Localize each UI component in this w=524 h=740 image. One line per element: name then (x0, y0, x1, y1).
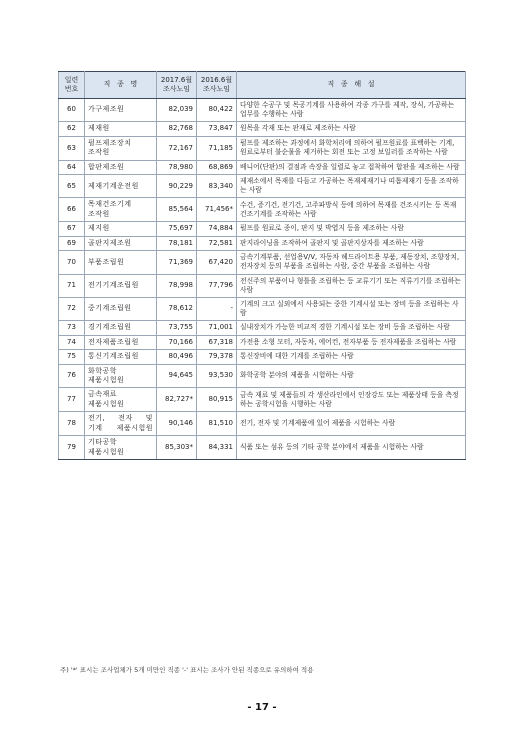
job-name-line: 제품시험원 (88, 399, 125, 408)
cell-wage-2016: 73,847 (197, 122, 237, 136)
table-row (59, 436, 466, 460)
cell-job-description: 수건, 증기건, 전기건, 고주파방식 등에 의하여 목재를 건조시키는 등 목재건조기계를 조작하는 사람 (237, 198, 466, 222)
table-row (59, 99, 466, 122)
table-row (59, 388, 466, 412)
cell-job-name (85, 198, 157, 222)
cell-serial-no: 72 (59, 297, 85, 320)
cell-wage-2017: 73,755 (157, 321, 197, 335)
page-number: - 17 - (247, 702, 277, 713)
cell-wage-2016: 79,378 (197, 350, 237, 364)
cell-job-name (85, 388, 157, 412)
cell-wage-2017: 82,768 (157, 122, 197, 136)
cell-wage-2017: 78,612 (157, 297, 197, 320)
cell-wage-2017: 75,697 (157, 222, 197, 236)
cell-wage-2017: 71,369 (157, 251, 197, 274)
cell-serial-no: 67 (59, 222, 85, 236)
job-name-line: 제품시험원 (88, 375, 125, 384)
cell-wage-2016: 84,331 (197, 436, 237, 460)
table-row (59, 335, 466, 349)
cell-job-name (85, 364, 157, 388)
cell-serial-no: 79 (59, 436, 85, 460)
cell-job-description: 펄프를 제조하는 과정에서 화학처리에 의하여 펄프원료를 표백하는 기계, 원료로부터 불순물을 제거하는 회전 또는 고정 보일러를 조작하는 사람 (237, 136, 466, 160)
header-job-description: 직 종 해 설 (237, 72, 466, 99)
cell-serial-no: 77 (59, 388, 85, 412)
cell-serial-no: 63 (59, 136, 85, 160)
cell-job-name (85, 136, 157, 160)
cell-job-name: 중기계조립원 (85, 297, 157, 320)
cell-wage-2016: 68,869 (197, 160, 237, 174)
cell-serial-no: 73 (59, 321, 85, 335)
cell-wage-2016: 71,001 (197, 321, 237, 335)
cell-wage-2017: 82,039 (157, 99, 197, 122)
cell-job-name (85, 412, 157, 436)
cell-wage-2017: 94,645 (157, 364, 197, 388)
table-row (59, 274, 466, 297)
table-row (59, 198, 466, 222)
cell-serial-no: 78 (59, 412, 85, 436)
cell-serial-no: 75 (59, 350, 85, 364)
header-job-name: 직 종 명 (85, 72, 157, 99)
cell-job-description: 기계의 크고 실외에서 사용되는 중한 기계시설 또는 장비 등을 조립하는 사람 (237, 297, 466, 320)
cell-wage-2016: 93,530 (197, 364, 237, 388)
cell-job-name: 통신기계조립원 (85, 350, 157, 364)
cell-wage-2016: 80,422 (197, 99, 237, 122)
cell-wage-2016: 81,510 (197, 412, 237, 436)
table-row (59, 122, 466, 136)
header-wage-2016: 2016.6월 조사노임 (197, 72, 237, 99)
header-serial-no: 일련 번호 (59, 72, 85, 99)
cell-job-name: 제재기계운전원 (85, 175, 157, 198)
table-row (59, 160, 466, 174)
cell-wage-2016: - (197, 297, 237, 320)
table-row (59, 222, 466, 236)
cell-wage-2017: 90,146 (157, 412, 197, 436)
table-header-row (59, 72, 466, 99)
cell-job-name: 합판제조원 (85, 160, 157, 174)
cell-wage-2016: 72,581 (197, 236, 237, 250)
cell-job-description: 식품 또는 섬유 등의 기타 공학 분야에서 제품을 시험하는 사람 (237, 436, 466, 460)
cell-job-name: 부품조립원 (85, 251, 157, 274)
cell-wage-2016: 80,915 (197, 388, 237, 412)
job-name-line: 전기, 전자 및 (88, 414, 153, 423)
cell-job-name: 가구제조원 (85, 99, 157, 122)
cell-wage-2017: 78,998 (157, 274, 197, 297)
cell-wage-2017: 72,167 (157, 136, 197, 160)
cell-job-name (85, 436, 157, 460)
cell-job-description: 다양한 수공구 및 목공기계를 사용하여 각종 가구를 제작, 장식, 가공하는 업무를 수행하는 사람 (237, 99, 466, 122)
cell-job-name: 경기계조립원 (85, 321, 157, 335)
cell-serial-no: 71 (59, 274, 85, 297)
cell-job-description: 베니어(단판)의 결점과 속장을 일렬로 놓고 접착하여 합판을 제조하는 사람 (237, 160, 466, 174)
cell-job-description: 통신장비에 대한 기계를 조립하는 사람 (237, 350, 466, 364)
cell-wage-2017: 82,727* (157, 388, 197, 412)
job-name-line: 조작원 (88, 148, 110, 157)
cell-serial-no: 69 (59, 236, 85, 250)
job-name-line: 기계 제품시험원 (88, 423, 153, 432)
cell-job-description: 전기, 전자 및 기계제품에 있어 제품을 시험하는 사람 (237, 412, 466, 436)
cell-job-name: 전기기계조립원 (85, 274, 157, 297)
cell-job-description: 판지라이닝을 조작하여 골판지 및 골판지상자를 제조하는 사람 (237, 236, 466, 250)
job-name-line: 펄프제조장치 (88, 138, 132, 147)
job-name-line: 금속재료 (88, 390, 118, 399)
cell-job-description: 펄프를 원료로 종이, 판지 및 박엽지 등을 제조하는 사람 (237, 222, 466, 236)
table-footnote: 주) '*' 표시는 조사업체가 5개 미만인 직종 '-' 표시는 조사가 안된 직종으로 유의하여 적용 (60, 666, 314, 674)
cell-serial-no: 65 (59, 175, 85, 198)
cell-serial-no: 70 (59, 251, 85, 274)
table-row (59, 364, 466, 388)
table-row (59, 251, 466, 274)
cell-job-description: 금속기계부품, 선업용V/V, 자동차 헤드라이트용 부품, 제동장치, 조향장치, 전자장치 등의 부품을 조립하는 사람, 중간 부품을 조립하는 사람 (237, 251, 466, 274)
cell-wage-2017: 80,496 (157, 350, 197, 364)
cell-job-description: 전신주의 부품이나 형틀을 조립하는 등 교류기기 또는 직류기기를 조립하는 사람 (237, 274, 466, 297)
cell-job-name: 제재원 (85, 122, 157, 136)
cell-wage-2016: 71,456* (197, 198, 237, 222)
table-row (59, 350, 466, 364)
table-row (59, 236, 466, 250)
cell-job-description: 실내장치가 가능한 비교적 경한 기계시설 또는 장비 등을 조립하는 사람 (237, 321, 466, 335)
table-row (59, 136, 466, 160)
cell-wage-2017: 90,229 (157, 175, 197, 198)
wage-table (58, 71, 466, 460)
table-row (59, 412, 466, 436)
cell-wage-2016: 67,420 (197, 251, 237, 274)
cell-job-description: 가전용 소형 모터, 자동차, 에어컨, 전자부품 등 전자제품을 조립하는 사람 (237, 335, 466, 349)
cell-wage-2016: 67,318 (197, 335, 237, 349)
cell-serial-no: 62 (59, 122, 85, 136)
cell-wage-2017: 70,166 (157, 335, 197, 349)
header-wage-2017: 2017.6월 조사노임 (157, 72, 197, 99)
cell-serial-no: 66 (59, 198, 85, 222)
cell-wage-2016: 71,185 (197, 136, 237, 160)
cell-job-description: 제재소에서 목재를 다듬고 가공하는 목재제재기나 띠톱제재기 등을 조작하는 사람 (237, 175, 466, 198)
job-name-line: 제품시험원 (88, 447, 125, 456)
job-name-line: 목재건조기계 (88, 200, 132, 209)
job-name-line: 화학공학 (88, 366, 118, 375)
cell-wage-2017: 85,303* (157, 436, 197, 460)
cell-serial-no: 64 (59, 160, 85, 174)
cell-job-name: 제지원 (85, 222, 157, 236)
table-row (59, 321, 466, 335)
cell-job-description: 금속 재료 및 제품들의 각 생산라인에서 인장강도 또는 제품상태 등을 측정하는 공학시험을 시행하는 사람 (237, 388, 466, 412)
cell-serial-no: 76 (59, 364, 85, 388)
cell-job-name: 골판지제조원 (85, 236, 157, 250)
cell-wage-2016: 77,796 (197, 274, 237, 297)
cell-wage-2016: 74,884 (197, 222, 237, 236)
cell-wage-2016: 83,340 (197, 175, 237, 198)
cell-wage-2017: 85,564 (157, 198, 197, 222)
job-name-line: 조작원 (88, 209, 110, 218)
table-body (59, 99, 466, 460)
cell-serial-no: 74 (59, 335, 85, 349)
cell-serial-no: 60 (59, 99, 85, 122)
cell-job-name: 전자제품조립원 (85, 335, 157, 349)
cell-wage-2017: 78,181 (157, 236, 197, 250)
cell-wage-2017: 78,980 (157, 160, 197, 174)
table-row (59, 175, 466, 198)
job-name-line: 기타공학 (88, 438, 118, 447)
cell-job-description: 원목을 각재 또는 판재로 제조하는 사람 (237, 122, 466, 136)
table-row (59, 297, 466, 320)
cell-job-description: 화학공학 분야의 제품을 시험하는 사람 (237, 364, 466, 388)
